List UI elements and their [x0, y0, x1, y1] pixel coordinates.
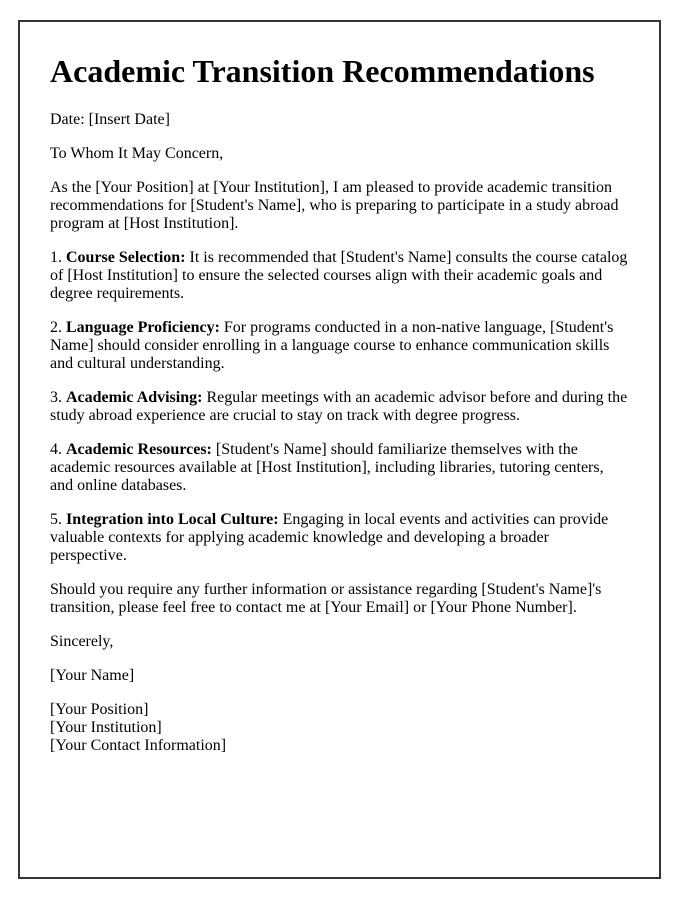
- recommendation-heading: Language Proficiency:: [66, 318, 220, 336]
- signature-block: [50, 701, 629, 755]
- salutation: To Whom It May Concern,: [50, 144, 224, 162]
- date-line: Date: [Insert Date]: [50, 110, 170, 128]
- recommendation-number: 1.: [50, 248, 62, 266]
- recommendation-item: [50, 319, 629, 373]
- signature-name: [Your Name]: [50, 666, 135, 684]
- closing-paragraph: Should you require any further information or assistance regarding [Student's Name]'s transition, please feel free to contact me at [Your Email] or [Your Phone Number].: [50, 580, 602, 616]
- recommendation-text: [Student's Name] should familiarize themselves with the academic resources available at [Host Institution], including libraries, tutoring centers, and online databases.: [50, 440, 604, 494]
- recommendation-number: 5.: [50, 510, 62, 528]
- recommendation-item: [50, 511, 629, 565]
- recommendation-text: It is recommended that [Student's Name] consults the course catalog of [Host Institution] to ensure the selected courses align with their academic goals and degree requirements.: [50, 248, 628, 302]
- recommendation-item: [50, 249, 629, 303]
- recommendation-number: 4.: [50, 440, 62, 458]
- recommendation-text: Regular meetings with an academic advisor before and during the study abroad experience are crucial to stay on track with degree progress.: [50, 388, 628, 424]
- signature-position: [Your Position]: [50, 700, 149, 718]
- signoff: Sincerely,: [50, 632, 114, 650]
- recommendation-heading: Academic Resources:: [66, 440, 212, 458]
- letter-container: [18, 20, 661, 879]
- recommendation-item: [50, 441, 629, 495]
- recommendation-item: [50, 389, 629, 425]
- recommendation-heading: Academic Advising:: [66, 388, 203, 406]
- recommendation-number: 2.: [50, 318, 62, 336]
- recommendation-text: Engaging in local events and activities can provide valuable contexts for applying academic knowledge and developing a broader perspective.: [50, 510, 609, 564]
- recommendation-text: For programs conducted in a non-native language, [Student's Name] should consider enrolling in a language course to enhance communication skills and cultural understanding.: [50, 318, 614, 372]
- recommendation-heading: Integration into Local Culture:: [66, 510, 279, 528]
- page-title: Academic Transition Recommendations: [50, 53, 595, 89]
- intro-paragraph: As the [Your Position] at [Your Institution], I am pleased to provide academic transition recommendations for [Student's Name], who is preparing to participate in a study abroad program at [Host Institution].: [50, 178, 619, 232]
- recommendation-number: 3.: [50, 388, 62, 406]
- signature-contact: [Your Contact Information]: [50, 736, 227, 754]
- recommendation-heading: Course Selection:: [66, 248, 186, 266]
- signature-institution: [Your Institution]: [50, 718, 162, 736]
